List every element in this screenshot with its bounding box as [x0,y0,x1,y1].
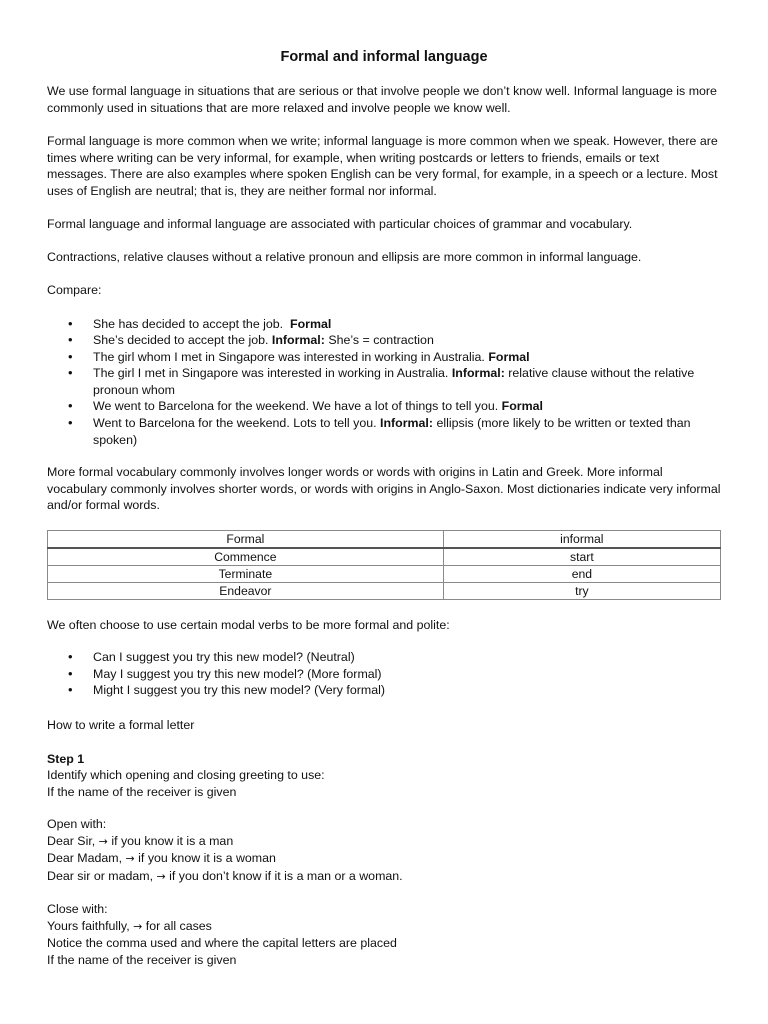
arrow-right-icon: → [98,834,108,848]
step-line: Identify which opening and closing greeting to use: [47,768,325,783]
document-title: Formal and informal language [280,49,488,65]
vocabulary-paragraph: More formal vocabulary commonly involves longer words or words with origins in Latin and Greek. More informal vocabulary commonly involves shorter words, or words with origins in Anglo-Saxon. Most dictionaries indicate very informal and/or formal words. [47,465,721,513]
vocabulary-table [47,530,721,600]
list-item: • We went to Barcelona for the weekend. We have a lot of things to tell you. Formal [47,398,721,415]
table-cell: try [443,582,720,599]
table-header-row [48,530,721,548]
table-header: informal [443,530,720,548]
arrow-right-icon: → [156,869,166,883]
list-item: • She’s decided to accept the job. Informal: She’s = contraction [47,332,721,349]
step-line: If the name of the receiver is given [47,784,237,799]
arrow-right-icon: → [133,919,143,933]
intro-paragraph-3: Formal language and informal language are associated with particular choices of grammar and vocabulary. [47,217,633,231]
arrow-right-icon: → [125,852,135,866]
modal-paragraph: We often choose to use certain modal verbs to be more formal and polite: [47,617,450,632]
intro-paragraph-4: Contractions, relative clauses without a relative pronoun and ellipsis are more common in informal language. [47,249,642,264]
modal-list [47,649,721,699]
open-line: Dear sir or madam, → if you don’t know if it is a man or a woman. [47,868,403,883]
table-cell: Terminate [48,565,444,582]
list-item: • Might I suggest you try this new model? (Very formal) [47,682,721,699]
table-cell: Commence [48,548,444,566]
close-label: Close with: [47,902,108,917]
list-item: • May I suggest you try this new model? (More formal) [47,666,721,683]
table-cell: Endeavor [48,582,444,599]
open-line: Dear Madam, → if you know it is a woman [47,851,276,866]
table-header: Formal [48,530,444,548]
open-line: Dear Sir, → if you know it is a man [47,833,234,848]
intro-paragraph-1: We use formal language in situations that are serious or that involve people we don’t know well. Informal language is more commonly used in situations that are more relaxed and involve people we know well. [47,84,717,115]
step-label: Step 1 [47,751,85,766]
list-item: • Went to Barcelona for the weekend. Lots to tell you. Informal: ellipsis (more likely to be written or texted than spoken) [47,415,721,448]
compare-label: Compare: [47,283,102,297]
letter-heading: How to write a formal letter [47,718,195,733]
open-label: Open with: [47,817,107,832]
intro-paragraph-2: Formal language is more common when we write; informal language is more common when we speak. However, there are times where writing can be very informal, for example, when writing postcards or letters to friends, emails or text messages. There are also examples where spoken English can be very formal, for example, in a speech or a lecture. Most uses of English are neutral; that is, they are neither formal nor informal. [47,134,718,198]
list-item: • Can I suggest you try this new model? (Neutral) [47,649,721,666]
comparison-list [47,316,721,449]
list-item: • The girl I met in Singapore was interested in working in Australia. Informal: relative clause without the relative pronoun whom [47,365,721,398]
table-cell: end [443,565,720,582]
table-row [48,582,721,599]
list-item: • The girl whom I met in Singapore was interested in working in Australia. Formal [47,349,721,366]
table-row [48,565,721,582]
close-note: Notice the comma used and where the capital letters are placed [47,936,397,951]
close-line: Yours faithfully, → for all cases [47,918,212,933]
list-item: • She has decided to accept the job. Formal [47,316,721,333]
close-note: If the name of the receiver is given [47,952,237,967]
table-cell: start [443,548,720,566]
table-row [48,548,721,566]
